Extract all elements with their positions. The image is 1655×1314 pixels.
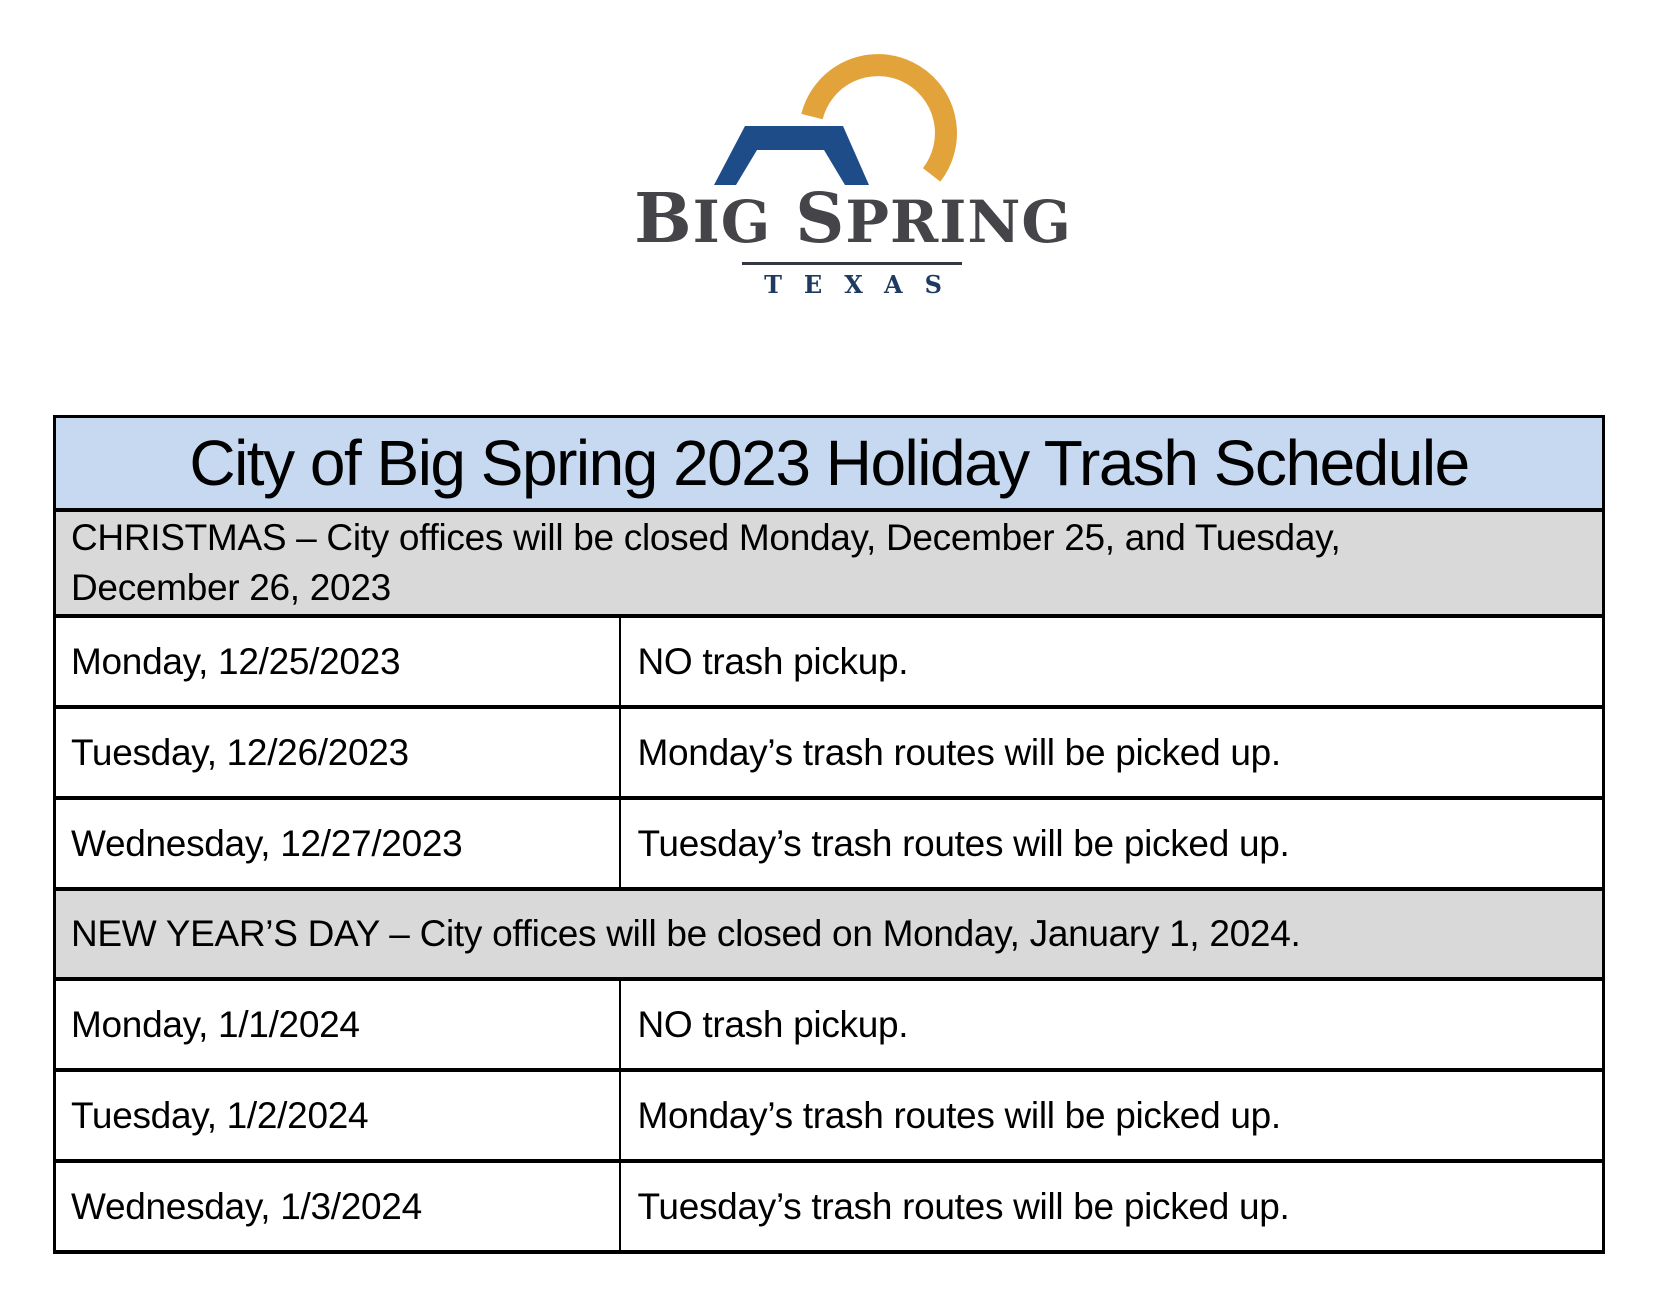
table-row [55,1161,1604,1252]
holiday-trash-schedule-table [53,415,1605,1254]
section-header-text: CHRISTMAS – City offices will be closed Monday, December 25, and Tuesday, December 26, 2023 [71,517,1341,608]
info-cell: NO trash pickup. [620,616,1604,707]
logo-word-spring: SPRING [795,179,1072,259]
date-cell: Tuesday, 1/2/2024 [55,1070,620,1161]
date-cell: Tuesday, 12/26/2023 [55,707,620,798]
table-title-row [55,417,1604,511]
date-cell: Wednesday, 1/3/2024 [55,1161,620,1252]
section-header-christmas [55,510,1604,616]
info-cell: Tuesday’s trash routes will be picked up. [620,798,1604,889]
logo-divider-line [742,262,962,265]
section-row-christmas [55,510,1604,616]
logo-wordmark [453,179,1253,259]
table-title: City of Big Spring 2023 Holiday Trash Schedule [55,417,1604,511]
date-cell: Wednesday, 12/27/2023 [55,798,620,889]
section-header-new-years [55,889,1604,979]
date-cell: Monday, 1/1/2024 [55,979,620,1070]
info-cell: Tuesday’s trash routes will be picked up. [620,1161,1604,1252]
info-cell: Monday’s trash routes will be picked up. [620,1070,1604,1161]
table-row [55,707,1604,798]
table-row [55,798,1604,889]
logo-region-label: TEXAS [764,270,964,299]
table-row [55,616,1604,707]
table-row [55,1070,1604,1161]
big-spring-logo-mark [650,40,990,200]
section-row-new-years [55,889,1604,979]
info-cell: Monday’s trash routes will be picked up. [620,707,1604,798]
table-row [55,979,1604,1070]
logo-word-big: BIG [634,179,772,259]
date-cell: Monday, 12/25/2023 [55,616,620,707]
section-header-text: NEW YEAR’S DAY – City offices will be closed on Monday, January 1, 2024. [71,913,1301,954]
mesa-mountain-icon [714,126,869,185]
info-cell: NO trash pickup. [620,979,1604,1070]
